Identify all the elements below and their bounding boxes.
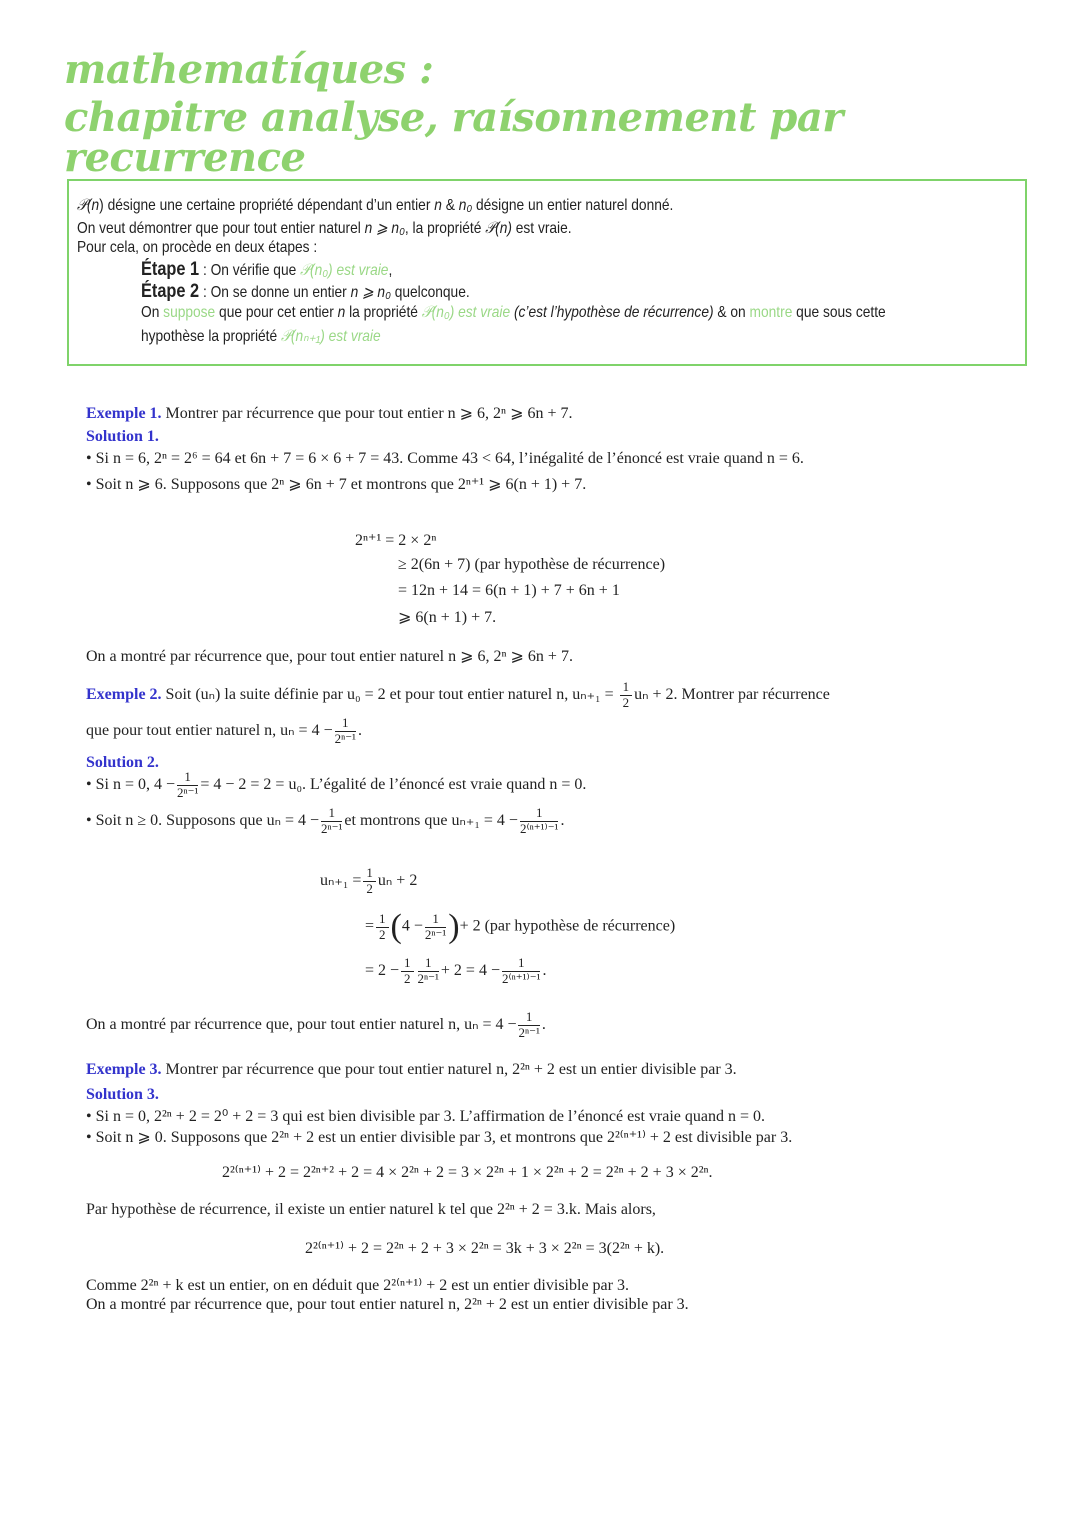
title-line-2: chapitre analyse, raísonnement par recurrence	[64, 94, 843, 181]
solution-3-paragraph-2: Comme 2²ⁿ + k est un entier, on en déduit que 2²⁽ⁿ⁺¹⁾ + 2 est un entier divisible par 3.	[86, 1277, 629, 1294]
solution-2-bullet-1: • Si n = 0, 4 − $\frac{1}{\text{2ⁿ⁻¹}}$ = 4 − 2 = 2 = u₀. L’égalité de l’énoncé est vraie quand n = 0.	[86, 769, 587, 800]
calc-3-equation-2: 2²⁽ⁿ⁺¹⁾ + 2 = 2²ⁿ + 2 + 3 × 2²ⁿ = 3k + 3 × 2²ⁿ = 3(2²ⁿ + k).	[305, 1240, 665, 1257]
calc-2-line-1: uₙ₊₁ = $\frac{1}{2}$ uₙ + 2	[320, 865, 418, 896]
solution-1-bullet-1: • Si n = 6, 2ⁿ = 2⁶ = 64 et 6n + 7 = 6 × 6 + 7 = 43. Comme 43 < 64, l’inégalité de l’énoncé est vraie quand n = 6.	[86, 450, 804, 467]
example-2-statement: Exemple 2. Soit (uₙ) la suite définie par u₀ = 2 et pour tout entier naturel n, uₙ₊₁ = $\frac{1}{2}$ uₙ + 2. Montrer par récurrence	[86, 679, 830, 710]
example-3-statement: Exemple 3. Montrer par récurrence que pour tout entier naturel n, 2²ⁿ + 2 est un entier divisible par 3.	[86, 1061, 737, 1078]
example-3-conclusion: On a montré par récurrence que, pour tout entier naturel n, 2²ⁿ + 2 est un entier divisible par 3.	[86, 1296, 689, 1313]
solution-3-label: Solution 3.	[86, 1086, 159, 1103]
calc-1-line-1: 2ⁿ⁺¹ = 2 × 2ⁿ	[355, 532, 437, 549]
box-line-1: 𝒫(n) désigne une certaine propriété dépendant d’un entier n & n₀ désigne un entier naturel donné.	[77, 197, 674, 214]
calc-3-equation-1: 2²⁽ⁿ⁺¹⁾ + 2 = 2²ⁿ⁺² + 2 = 4 × 2²ⁿ + 2 = 3 × 2²ⁿ + 1 × 2²ⁿ + 2 = 2²ⁿ + 2 + 3 × 2²ⁿ.	[222, 1164, 713, 1181]
step-2: Étape 2 : On se donne un entier n ⩾ n₀ quelconque.	[141, 281, 470, 302]
calc-1-line-3: = 12n + 14 = 6(n + 1) + 7 + 6n + 1	[398, 582, 620, 599]
solution-3-bullet-2: • Soit n ⩾ 0. Supposons que 2²ⁿ + 2 est un entier divisible par 3, et montrons que 2²⁽ⁿ⁺¹⁾ + 2 est divisible par 3.	[86, 1129, 793, 1146]
title-line-1: mathematíques :	[64, 46, 434, 93]
step-2-detail: On suppose que pour cet entier n la propriété 𝒫(n₀) est vraie (c’est l’hypothèse de récurrence) & on montre que sous cette	[141, 304, 886, 321]
example-1-conclusion: On a montré par récurrence que, pour tout entier naturel n ⩾ 6, 2ⁿ ⩾ 6n + 7.	[86, 648, 573, 665]
box-line-2: On veut démontrer que pour tout entier naturel n ⩾ n₀, la propriété 𝒫(n) est vraie.	[77, 220, 572, 237]
solution-1-bullet-2: • Soit n ⩾ 6. Supposons que 2ⁿ ⩾ 6n + 7 et montrons que 2ⁿ⁺¹ ⩾ 6(n + 1) + 7.	[86, 476, 587, 493]
solution-2-label: Solution 2.	[86, 754, 159, 771]
method-box	[67, 179, 1027, 366]
box-line-3: Pour cela, on procède en deux étapes :	[77, 239, 318, 256]
calc-2-line-3: = 2 − $\frac{1}{2}$ $\frac{1}{\text{2ⁿ⁻¹}}$ + 2 = 4 − $\frac{1}{\text{2⁽ⁿ⁺¹⁾⁻¹}}$ .	[365, 955, 547, 986]
example-2-conclusion: On a montré par récurrence que, pour tout entier naturel n, uₙ = 4 − $\frac{1}{\text{2ⁿ⁻¹}}$ .	[86, 1009, 546, 1040]
solution-1-label: Solution 1.	[86, 428, 159, 445]
step-1: Étape 1 : On vérifie que 𝒫(n₀) est vraie,	[141, 259, 393, 280]
calc-1-line-2: ≥ 2(6n + 7) (par hypothèse de récurrence)	[398, 556, 666, 573]
example-1-statement: Exemple 1. Montrer par récurrence que pour tout entier n ⩾ 6, 2ⁿ ⩾ 6n + 7.	[86, 405, 573, 422]
solution-2-bullet-2: • Soit n ≥ 0. Supposons que uₙ = 4 − $\frac{1}{\text{2ⁿ⁻¹}}$ et montrons que uₙ₊₁ = 4 − $\frac{1}{\text{2⁽ⁿ⁺¹⁾⁻¹}}$ .	[86, 805, 565, 836]
example-2-statement-cont: que pour tout entier naturel n, uₙ = 4 − $\frac{1}{\text{2ⁿ⁻¹}}$ .	[86, 715, 362, 746]
calc-1-line-4: ⩾ 6(n + 1) + 7.	[398, 609, 497, 626]
step-2-detail-cont: hypothèse la propriété 𝒫(nₙ₊₁) est vraie	[141, 328, 381, 345]
calc-2-line-2: = $\frac{1}{2}$ (4 − $\frac{1}{\text{2ⁿ⁻¹}}$ )+ 2 (par hypothèse de récurrence)	[365, 908, 676, 945]
solution-3-paragraph-1: Par hypothèse de récurrence, il existe un entier naturel k tel que 2²ⁿ + 2 = 3.k. Mais alors,	[86, 1201, 656, 1218]
solution-3-bullet-1: • Si n = 0, 2²ⁿ + 2 = 2⁰ + 2 = 3 qui est bien divisible par 3. L’affirmation de l’énoncé est vraie quand n = 0.	[86, 1108, 765, 1125]
